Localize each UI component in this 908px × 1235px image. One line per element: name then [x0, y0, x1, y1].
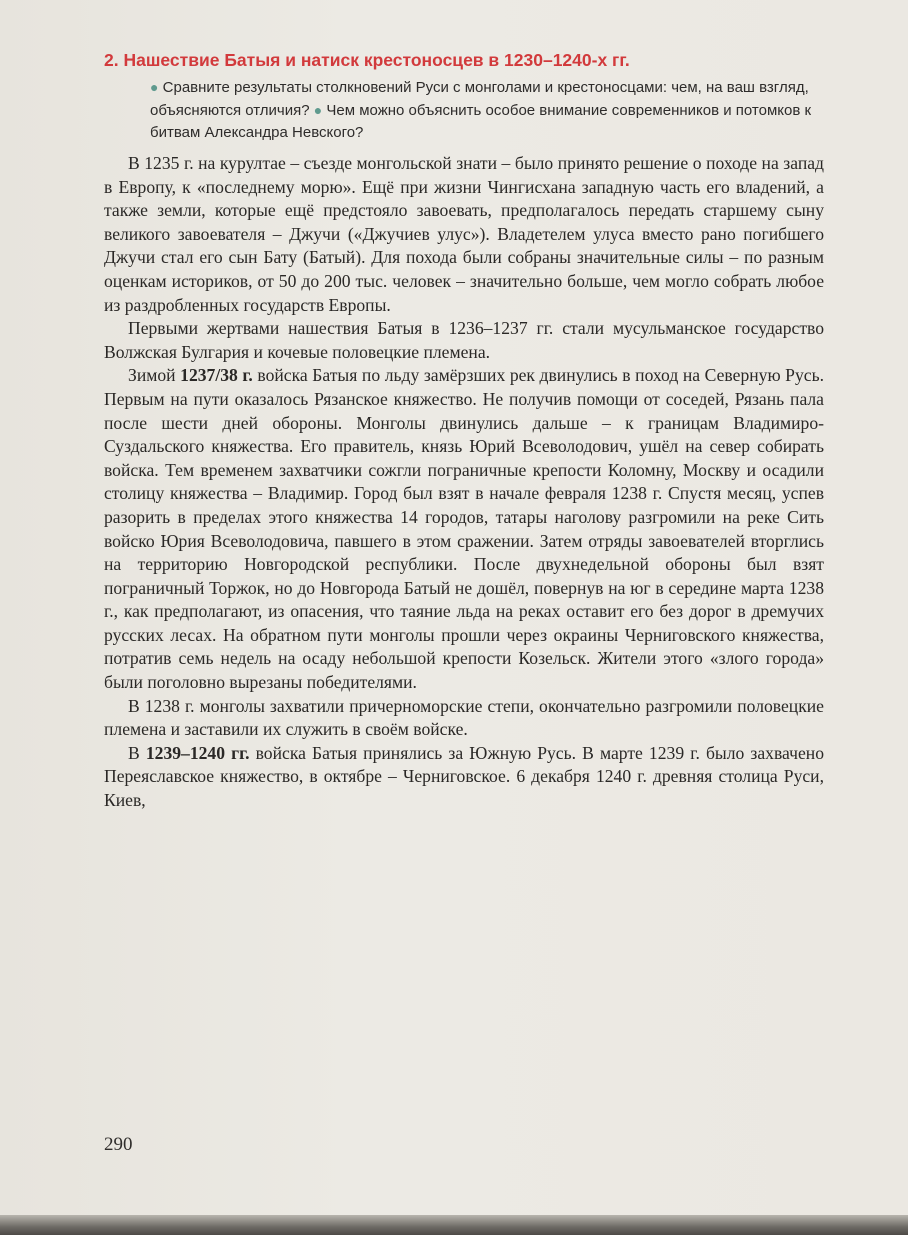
- body-text: [104, 152, 824, 813]
- paragraph: В 1238 г. монголы захватили причерноморские степи, окончательно разгромили половецкие племена и заставили их служить в своём войске.: [104, 695, 824, 740]
- paragraph-text: войска Батыя принялись за Южную Русь. В марте 1239 г. было захвачено Переяславское княжество, в октябре – Черниговское. 6 декабря 1240 г. древняя столица Руси, Киев,: [104, 742, 824, 811]
- paragraph-text: войска Батыя по льду замёрзших рек двинулись в поход на Северную Русь. Первым на пути оказалось Рязанское княжество. Не получив помощи от соседей, Рязань пала после шести дней обороны. Монголы двинулись дальше – к границам Владимиро-Суздальского княжества. Его правитель, князь Юрий Всеволодович, ушёл на север собирать войска. Тем временем захватчики сожгли пограничные крепости Коломну, Москву и осадили столицу княжества – Владимир. Город был взят в начале февраля 1238 г. Спустя месяц, успев разорить в пределах этого княжества 14 городов, татары наголову разгромили на реке Сить войско Юрия Всеволодовича, павшего в этом сражении. Затем отряды завоевателей вторглись на территорию Новгородской республики. После двухнедельной обороны был взят пограничный Торжок, но до Новгорода Батый не дошёл, повернув на юг в середине марта 1238 г., как предполагают, из опасения, что таяние льда на реках оставит его без дорог в дремучих русских лесах. На обратном пути монголы прошли через окраины Черниговского княжества, потратив семь недель на осаду небольшой крепости Козельск. Жители этого «злого города» были поголовно вырезаны победителями.: [104, 365, 824, 693]
- question-2: Чем можно объяснить особое внимание современников и потомков к битвам Александра Невского?: [150, 102, 812, 141]
- date-emphasis: 1237/38 г.: [180, 365, 253, 386]
- bullet-icon: ●: [313, 102, 323, 118]
- paragraph-text: В: [128, 742, 146, 763]
- section-heading: 2. Нашествие Батыя и натиск крестоносцев в 1230–1240-х гг.: [104, 50, 630, 70]
- date-emphasis: 1239–1240 гг.: [145, 742, 250, 763]
- paragraph: [104, 364, 824, 694]
- review-questions: [150, 76, 826, 144]
- paragraph: Первыми жертвами нашествия Батыя в 1236–1237 гг. стали мусульманское государство Волжская Булгария и кочевые половецкие племена.: [104, 318, 824, 362]
- paragraph: В 1235 г. на курултае – съезде монгольской знати – было принято решение о походе на запад в Европу, к «последнему морю». Ещё при жизни Чингисхана западную часть его владений, а также земли, которые ещё предстояло завоевать, предполагалось передать старшему сыну великого завоевателя – Джучи («Джучиев улус»). Владетелем улуса вместо рано погибшего Джучи стал его сын Бату (Батый). Для похода были собраны значительные силы – по разным оценкам историков, от 50 до 200 тыс. человек – значительно больше, чем могло собрать любое из раздробленных государств Европы.: [104, 153, 824, 315]
- paragraph-text: Зимой: [128, 365, 181, 386]
- page-bottom-edge: [0, 1215, 908, 1235]
- bullet-icon: ●: [150, 79, 159, 95]
- paragraph: [104, 742, 824, 813]
- page-number: 290: [104, 1134, 133, 1155]
- question-1: Сравните результаты столкновений Руси с монголами и крестоносцами: чем, на ваш взгляд, объясняются отличия?: [150, 79, 809, 119]
